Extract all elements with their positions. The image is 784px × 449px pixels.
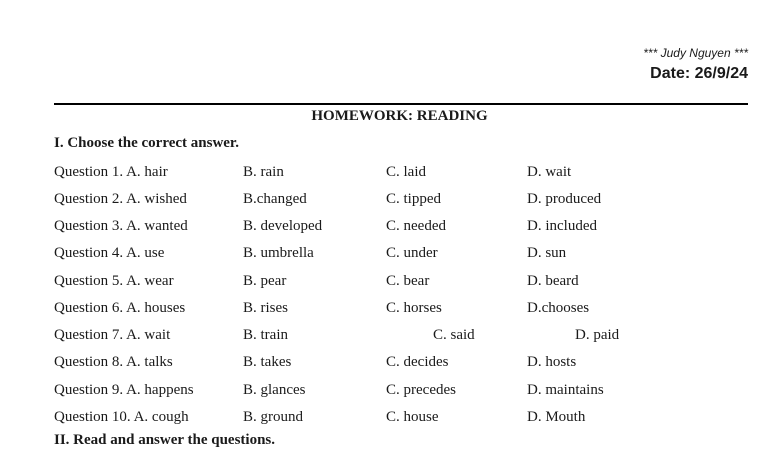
- question-option-a: Question 9. A. happens: [54, 382, 194, 398]
- section-1-heading: I. Choose the correct answer.: [54, 135, 239, 151]
- question-option-d: D. produced: [527, 191, 602, 207]
- question-option-a: Question 1. A. hair: [54, 164, 168, 180]
- question-option-a: Question 10. A. cough: [54, 409, 189, 425]
- question-option-b: B. train: [243, 327, 288, 343]
- question-option-d: D. maintains: [527, 382, 604, 398]
- question-option-a: Question 4. A. use: [54, 245, 165, 261]
- question-option-d: D. hosts: [527, 354, 577, 370]
- question-option-c: C. decides: [386, 354, 449, 370]
- question-option-b: B. ground: [243, 409, 303, 425]
- question-option-d: D. Mouth: [527, 409, 586, 425]
- question-option-b: B. rises: [243, 300, 288, 316]
- question-option-c: C. laid: [386, 164, 426, 180]
- question-option-a: Question 2. A. wished: [54, 191, 187, 207]
- question-option-a: Question 6. A. houses: [54, 300, 186, 316]
- question-option-d: D. wait: [527, 164, 572, 180]
- question-option-b: B. rain: [243, 164, 284, 180]
- question-option-c: C. needed: [386, 218, 446, 234]
- question-option-d: D. included: [527, 218, 597, 234]
- question-option-a: Question 8. A. talks: [54, 354, 173, 370]
- question-option-a: Question 7. A. wait: [54, 327, 171, 343]
- question-option-c: C. tipped: [386, 191, 441, 207]
- question-option-b: B.changed: [243, 191, 307, 207]
- question-option-b: B. pear: [243, 273, 287, 289]
- date-label: Date: 26/9/24: [650, 65, 748, 82]
- question-option-a: Question 5. A. wear: [54, 273, 174, 289]
- question-option-c: C. bear: [386, 273, 430, 289]
- question-option-a: Question 3. A. wanted: [54, 218, 188, 234]
- page-title: HOMEWORK: READING: [311, 108, 488, 124]
- question-option-b: B. glances: [243, 382, 306, 398]
- author-name: *** Judy Nguyen ***: [643, 46, 748, 60]
- question-option-d: D. beard: [527, 273, 579, 289]
- question-option-c: C. under: [386, 245, 438, 261]
- question-option-d: D. sun: [527, 245, 567, 261]
- question-option-b: B. developed: [243, 218, 323, 234]
- question-option-c: C. house: [386, 409, 439, 425]
- question-option-d: D. paid: [575, 327, 620, 343]
- question-option-b: B. takes: [243, 354, 292, 370]
- question-option-c: C. horses: [386, 300, 442, 316]
- question-option-c: C. precedes: [386, 382, 456, 398]
- question-option-b: B. umbrella: [243, 245, 314, 261]
- header-divider: [54, 103, 748, 105]
- question-option-c: C. said: [433, 327, 475, 343]
- question-option-d: D.chooses: [527, 300, 590, 316]
- section-2-heading: II. Read and answer the questions.: [54, 432, 276, 448]
